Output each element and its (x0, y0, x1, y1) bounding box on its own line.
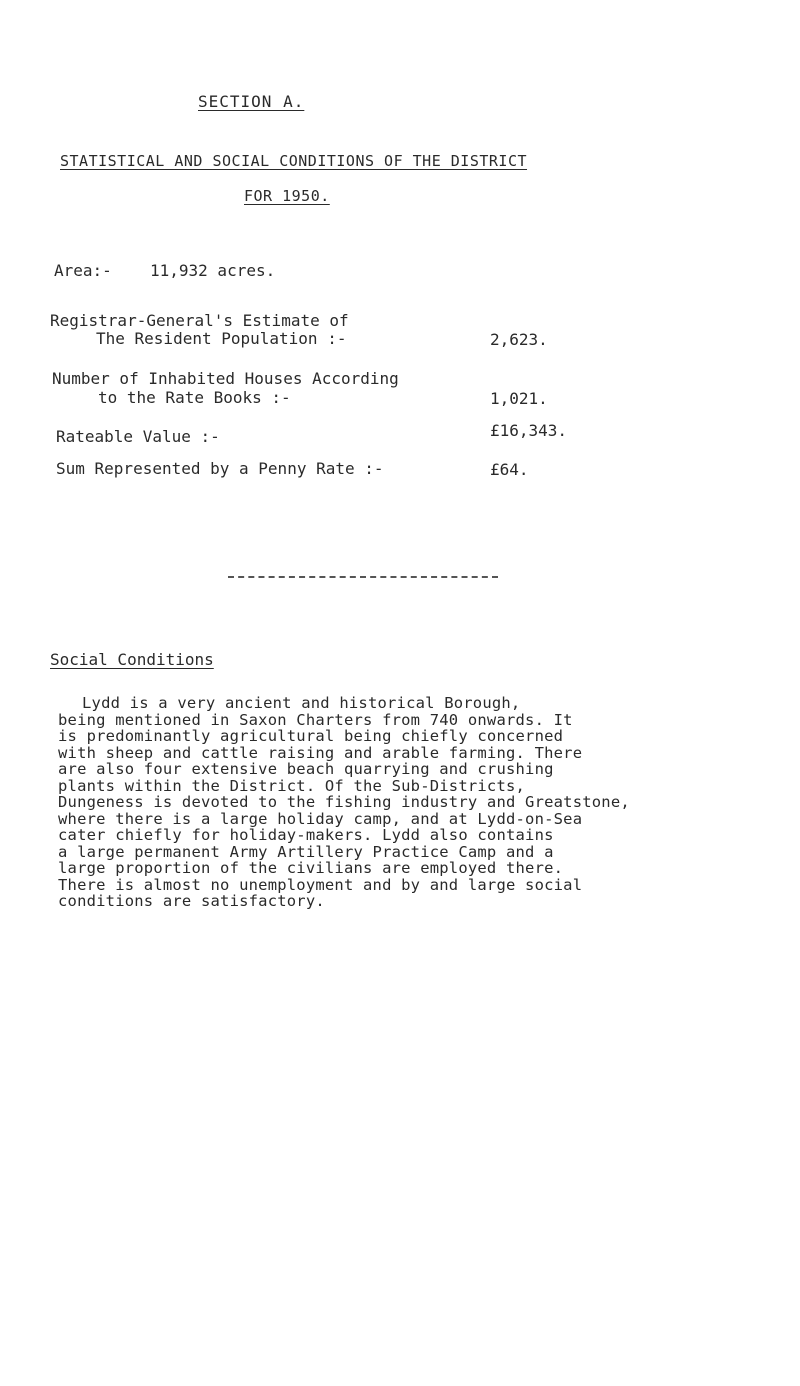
paragraph-line: with sheep and cattle raising and arable farming. There (58, 743, 583, 762)
rateable-value: £16,343. (490, 421, 568, 440)
social-conditions-heading: Social Conditions (50, 650, 214, 669)
area-value: 11,932 acres. (150, 261, 276, 280)
document-title: STATISTICAL AND SOCIAL CONDITIONS OF THE DISTRICT (60, 152, 528, 170)
report-year: FOR 1950. (244, 187, 330, 205)
penny-rate-label: Sum Represented by a Penny Rate :- (56, 459, 384, 478)
population-label-line1: Registrar-General's Estimate of (50, 311, 349, 330)
paragraph-line: conditions are satisfactory. (58, 892, 325, 910)
paragraph-line: Lydd is a very ancient and historical Borough, (82, 694, 521, 712)
paragraph-line: is predominantly agricultural being chiefly concerned (58, 727, 564, 745)
paragraph-line: Dungeness is devoted to the fishing industry and Greatstone, (58, 793, 630, 811)
section-divider (228, 576, 498, 578)
paragraph-line: where there is a large holiday camp, and at Lydd-on-Sea (58, 809, 583, 828)
population-label-line2: The Resident Population :- (96, 329, 347, 348)
rateable-label: Rateable Value :- (56, 427, 220, 446)
paragraph-line: large proportion of the civilians are employed there. (58, 859, 564, 877)
population-value: 2,623. (490, 330, 548, 349)
houses-value: 1,021. (490, 389, 548, 408)
paragraph-line: a large permanent Army Artillery Practice Camp and a (58, 842, 554, 861)
paragraph-line: plants within the District. Of the Sub-Districts, (58, 776, 526, 795)
penny-rate-value: £64. (490, 460, 529, 479)
social-conditions-paragraph (58, 695, 748, 910)
section-heading: SECTION A. (198, 92, 305, 111)
houses-label-line2: to the Rate Books :- (98, 388, 291, 407)
area-label: Area:- (54, 261, 112, 280)
paragraph-line: are also four extensive beach quarrying and crushing (58, 760, 554, 778)
houses-label-line1: Number of Inhabited Houses According (52, 369, 399, 388)
paragraph-line: being mentioned in Saxon Charters from 740 onwards. It (58, 710, 573, 729)
paragraph-line: cater chiefly for holiday-makers. Lydd also contains (58, 826, 554, 844)
paragraph-line: There is almost no unemployment and by and large social (58, 875, 583, 894)
